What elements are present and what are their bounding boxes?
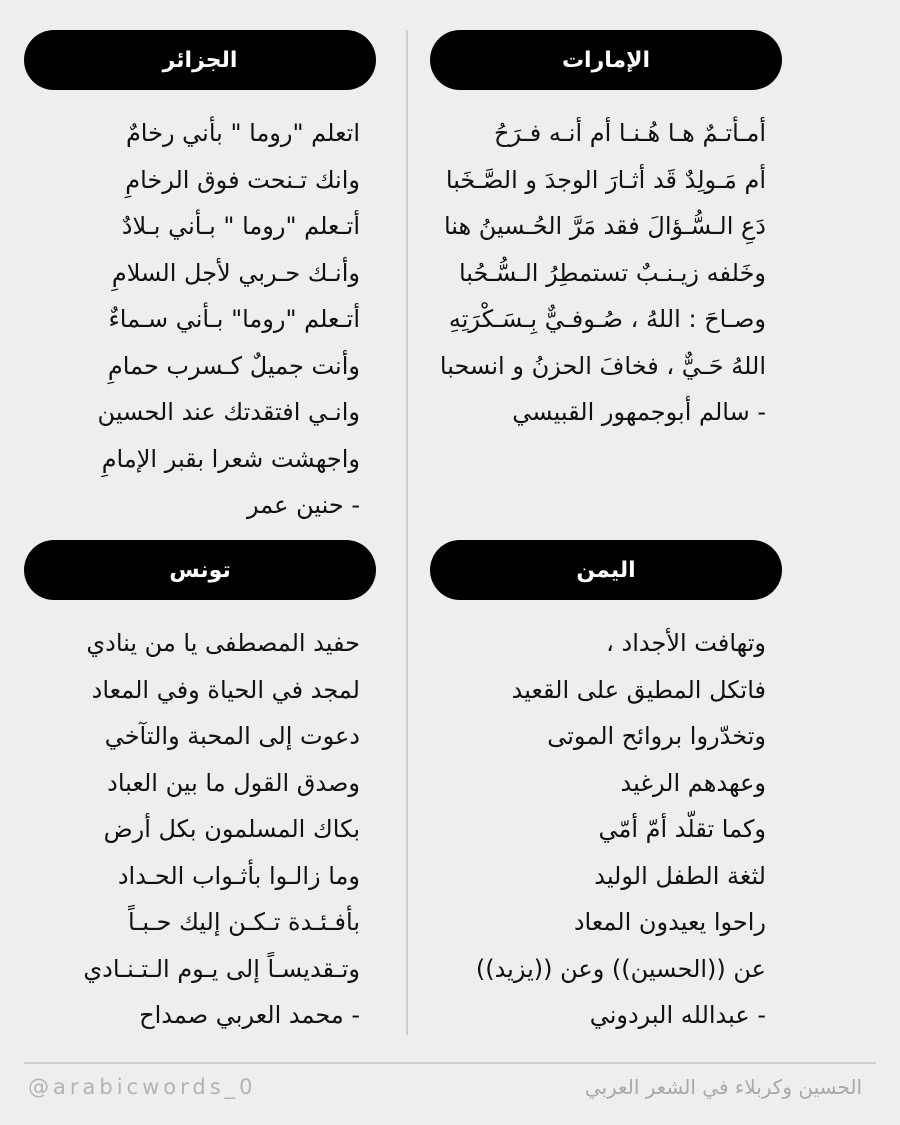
poem-line: دَعِ الـسُّـؤالَ فقد مَرَّ الحُـسينُ هنا (443, 212, 766, 240)
poem-line: راحوا يعيدون المعاد (573, 908, 766, 936)
section-header-algeria: الجزائر (24, 30, 376, 90)
section-header-tunisia: تونس (24, 540, 376, 600)
poem-author: - محمد العربي صمداح (139, 1001, 360, 1029)
poem-line: لثغة الطفل الوليد (594, 861, 766, 890)
poem-line: وعهدهم الرغيد (620, 768, 766, 797)
poem-line: وكما تقلّد أمّ أمّي (598, 815, 766, 843)
poem-author: - سالم أبوجمهور القبيسي (512, 398, 766, 426)
section-yemen (430, 540, 782, 1039)
vertical-divider (406, 30, 408, 1035)
section-header-yemen: اليمن (430, 540, 782, 600)
poem-line: أمـأتـمٌ هـا هُـنـا أم أنـه فـرَحُ (494, 119, 766, 147)
poem-line: أتـعلم "روما" بـأني سـماءٌ (108, 305, 360, 333)
section-header-uae: الإمارات (430, 30, 782, 90)
poem-author: - حنين عمر (247, 491, 360, 519)
poem-line: وصـاحَ : اللهُ ، صُـوفـيٌّ بِـسَـكْرَتِهِ (448, 305, 766, 333)
footer-divider (24, 1062, 876, 1064)
poem-line: وأنت جميلٌ كـسرب حمامِ (107, 351, 360, 380)
poem-line: وانـي افتقدتك عند الحسين (97, 398, 360, 426)
poem-line: وتهافت الأجداد ، (606, 629, 766, 657)
section-uae (430, 30, 782, 436)
poem-yemen (430, 620, 766, 1039)
poem-line: عن ((الحسين)) وعن ((يزيد)) (475, 954, 766, 983)
poem-line: اتعلم "روما " بأني رخامٌ (125, 119, 360, 147)
poem-author: - عبدالله البردوني (589, 1001, 766, 1029)
poem-line: حفيد المصطفى يا من ينادي (86, 629, 360, 657)
section-tunisia (24, 540, 376, 1039)
poem-line: وتخدّروا بروائح الموتى (547, 722, 766, 750)
poem-line: وأنـك حـربي لأجل السلامِ (111, 258, 360, 287)
poem-line: وخَلفه زيـنـبٌ تستمطِرُ الـسُّـحُبا (458, 258, 766, 287)
poem-algeria (24, 110, 360, 529)
poem-tunisia (24, 620, 360, 1039)
poem-line: دعوت إلى المحبة والتآخي (104, 722, 360, 750)
footer-handle: @arabicwords_0 (28, 1075, 257, 1099)
poem-line: وما زالـوا بأثـواب الحـداد (117, 861, 360, 890)
poem-line: فاتكل المطيق على القعيد (511, 675, 766, 704)
poem-line: بكاك المسلمون بكل أرض (103, 815, 360, 843)
footer-title: الحسين وكربلاء في الشعر العربي (584, 1075, 862, 1099)
poem-line: أم مَـولِدٌ قَد أثـارَ الوجدَ و الصَّـخَبا (445, 165, 766, 194)
poem-line: اللهُ حَـيٌّ ، فخافَ الحزنُ و انسحبا (439, 351, 766, 380)
poem-line: وتـقديسـاً إلى يـوم الـتـنـادي (83, 954, 360, 983)
poem-uae (430, 110, 766, 436)
poem-line: لمجد في الحياة وفي المعاد (91, 675, 360, 704)
poem-line: وانك تـنحت فوق الرخامِ (125, 165, 360, 194)
poem-line: أتـعلم "روما " بـأني بـلادٌ (121, 212, 360, 240)
poem-line: واجهشت شعرا بقبر الإمامِ (101, 444, 360, 473)
poem-line: وصدق القول ما بين العباد (107, 768, 360, 797)
poem-line: بأفـئـدة تـكـن إليك حـبـاً (128, 908, 360, 936)
section-algeria (24, 30, 376, 529)
